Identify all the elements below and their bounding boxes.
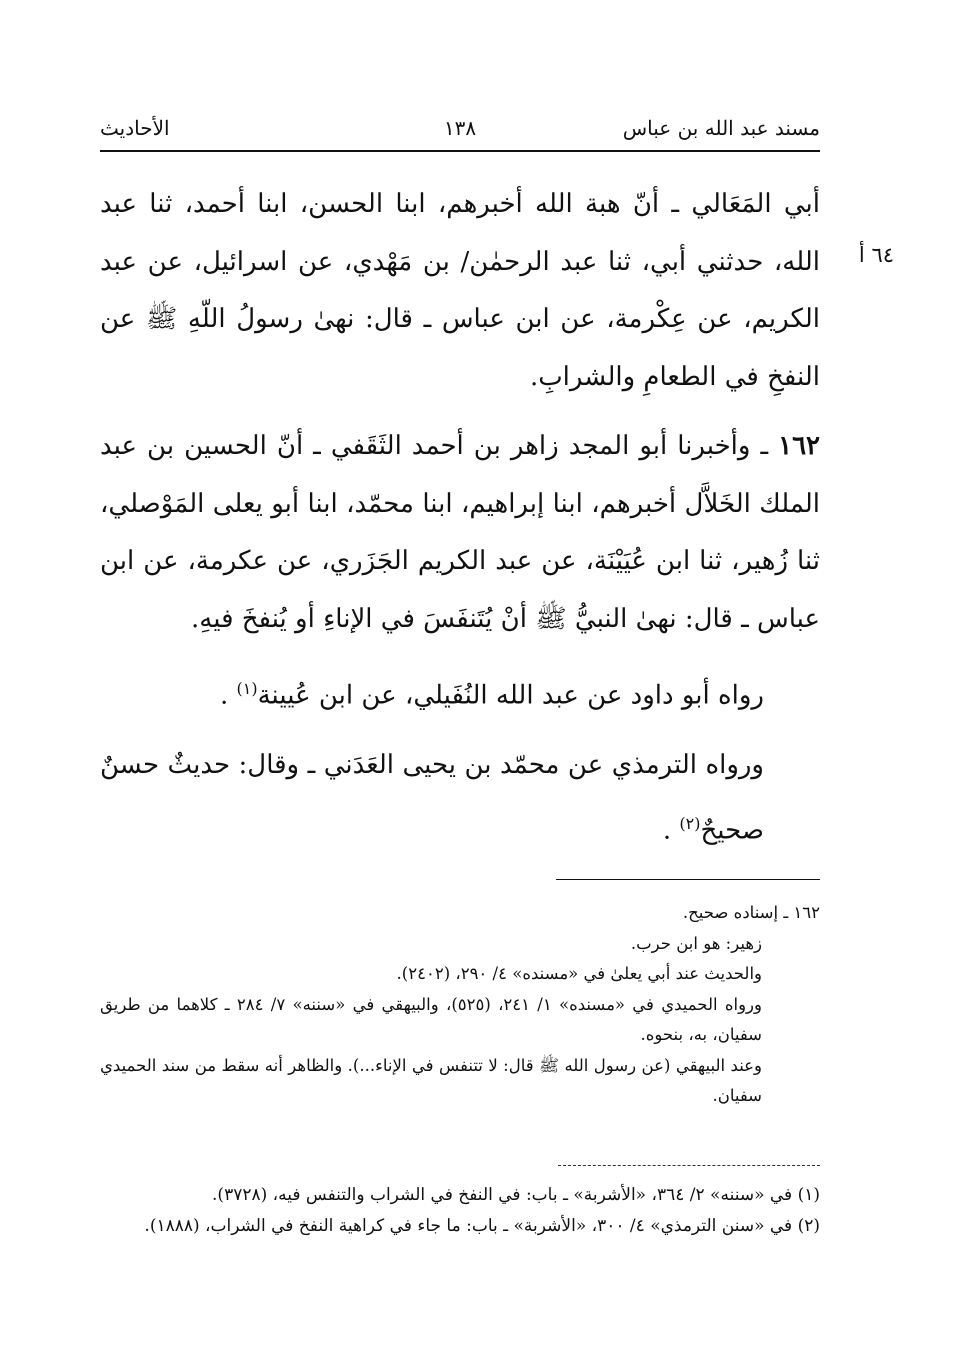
tirmidhi-period: . [662,815,672,846]
running-header [100,116,820,146]
header-book-title: مسند عبد الله بن عباس [622,116,820,140]
header-section-title: الأحاديث [100,116,170,140]
commentary-line-3: والحديث عند أبي يعلىٰ في «مسنده» ٤/ ٢٩٠، (٢٤٠٢). [396,964,762,983]
header-divider [100,150,820,152]
footnote-separator [556,879,820,880]
page-number: ١٣٨ [443,116,477,140]
footnotes [100,1180,820,1241]
footnote-1: (١) في «سننه» ٢/ ٣٦٤، «الأشربة» ـ باب: في النفخ في الشراب والتنفس فيه، (٣٧٢٨). [212,1185,820,1205]
abu-dawud-text: رواه أبو داود عن عبد الله النُفَيلي، عن ابن عُيينة [257,680,764,711]
commentary-line-4: ورواه الحميدي في «مسنده» ١/ ٢٤١، (٥٢٥)، والبيهقي في «سننه» ٧/ ٢٨٤ ـ كلاهما من طريق سفيان، به، بنحوه. [100,994,762,1044]
commentary-line-2: زهير: هو ابن حرب. [630,933,762,953]
hadith-162 [100,418,820,648]
hadith-162-text: ـ وأخبرنا أبو المجد زاهر بن أحمد الثَقَفي ـ أنّ الحسين بن عبد الملك الخَلاَّل أخبرهم، ابنا إبراهيم، ابنا محمّد، ابنا أبو يعلى المَوْصلي، ثنا زُهير، ثنا ابن عُيَيْنَة، عن عبد الكريم الجَزَري، عن عكرمة، عن ابن عباس ـ قال: نهىٰ النبيُّ ﷺ أنْ يُتَنفَسَ في الإناءِ أو يُنفخَ فيهِ. [100,431,820,634]
abu-dawud-note [100,660,820,725]
commentary-line-1: ١٦٢ ـ إسناده صحيح. [682,903,820,922]
main-text [100,176,820,860]
hadith-number: ١٦٢ [778,431,821,461]
footnote-ref-1[interactable]: (١) [236,679,258,698]
tirmidhi-note [100,737,820,860]
hadith-161-continuation: أبي المَعَالي ـ أنّ هبة الله أخبرهم، ابنا الحسن، ابنا أحمد، ثنا عبد الله، حدثني أبي، ثنا عبد الرحمٰن/ بن مَهْدي، عن اسرائيل، عن عبد الكريم، عن عِكْرمة، عن ابن عباس ـ قال: نهىٰ رسولُ اللّهِ ﷺ عن النفخِ في الطعامِ والشرابِ. [100,189,820,392]
manuscript-folio-note: ٦٤ أ [858,243,894,267]
footnote-2: (٢) في «سنن الترمذي» ٤/ ٣٠٠، «الأشربة» ـ باب: ما جاء في كراهية النفخ في الشراب، (١٨٨٨). [144,1215,820,1236]
abu-dawud-period: . [219,680,229,711]
footnote-ref-2[interactable]: (٢) [679,813,701,833]
tirmidhi-text: ورواه الترمذي عن محمّد بن يحيى العَدَني ـ وقال: حديثٌ حسنٌ صحيحٌ [100,750,764,846]
hadith-commentary [100,898,820,1112]
footnote-dotted-separator [558,1165,820,1166]
commentary-line-5: وعند البيهقي (عن رسول الله ﷺ قال: لا تتنفس في الإناء...). والظاهر أنه سقط من سند الحميدي سفيان. [100,1055,762,1105]
